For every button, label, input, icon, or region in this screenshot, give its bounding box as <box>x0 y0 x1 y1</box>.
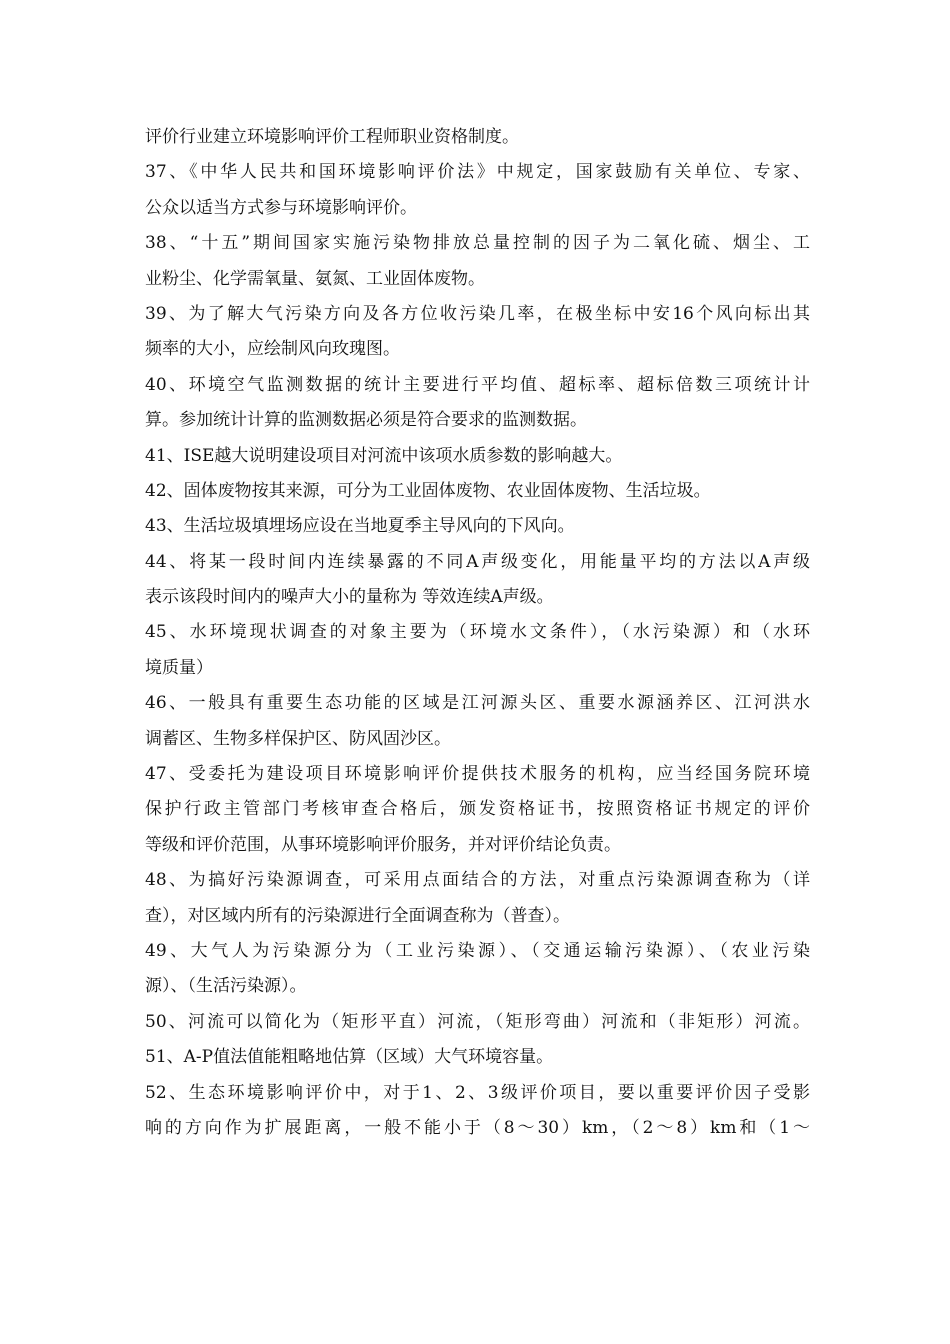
text-line: 业粉尘、化学需氧量、氨氮、工业固体废物。 <box>145 268 485 289</box>
text-line: 43、生活垃圾填埋场应设在当地夏季主导风向的下风向。 <box>145 516 575 537</box>
text-line: 公众以适当方式参与环境影响评价。 <box>145 197 417 218</box>
text-line: 44、将某一段时间内连续暴露的不同A声级变化，用能量平均的方法以A声级 <box>145 551 810 572</box>
text-line: 评价行业建立环境影响评价工程师职业资格制度。 <box>145 127 519 147</box>
text-line: 表示该段时间内的噪声大小的量称为 等效连续A声级。 <box>145 587 554 608</box>
text-line: 50、河流可以简化为（矩形平直）河流，（矩形弯曲）河流和（非矩形）河流。 <box>145 1011 810 1032</box>
text-line: 45、水环境现状调查的对象主要为（环境水文条件），（水污染源）和（水环 <box>145 622 810 643</box>
text-line: 39、为了解大气污染方向及各方位收污染几率，在极坐标中安16个风向标出其 <box>145 303 810 324</box>
text-line: 调蓄区、生物多样保护区、防风固沙区。 <box>145 728 451 749</box>
text-line: 频率的大小，应绘制风向玫瑰图。 <box>145 339 400 360</box>
text-line: 52、生态环境影响评价中，对于1、2、3级评价项目，要以重要评价因子受影 <box>145 1082 810 1103</box>
text-line: 算。参加统计计算的监测数据必须是符合要求的监测数据。 <box>145 410 587 431</box>
text-line: 境质量） <box>145 657 213 678</box>
document-body <box>145 120 810 1146</box>
text-line: 等级和评价范围，从事环境影响评价服务，并对评价结论负责。 <box>145 834 621 855</box>
text-line: 查），对区域内所有的污染源进行全面调查称为（普查）。 <box>145 905 570 926</box>
text-line: 响的方向作为扩展距离，一般不能小于（8～30）km，（2～8）km和（1～ <box>145 1117 810 1138</box>
text-line: 37、《中华人民共和国环境影响评价法》中规定，国家鼓励有关单位、专家、 <box>145 162 810 183</box>
text-line: 源）、（生活污染源）。 <box>145 976 307 997</box>
text-line: 保护行政主管部门考核审查合格后，颁发资格证书，按照资格证书规定的评价 <box>145 799 810 820</box>
text-line: 48、为搞好污染源调查，可采用点面结合的方法，对重点污染源调查称为（详 <box>145 870 810 891</box>
text-line: 40、环境空气监测数据的统计主要进行平均值、超标率、超标倍数三项统计计 <box>145 374 810 395</box>
text-line: 41、ISE越大说明建设项目对河流中该项水质参数的影响越大。 <box>145 445 623 466</box>
text-line: 47、受委托为建设项目环境影响评价提供技术服务的机构，应当经国务院环境 <box>145 764 810 785</box>
text-line: 38、“十五”期间国家实施污染物排放总量控制的因子为二氧化硫、烟尘、工 <box>145 233 810 254</box>
text-line: 46、一般具有重要生态功能的区域是江河源头区、重要水源涵养区、江河洪水 <box>145 693 810 714</box>
text-line: 42、固体废物按其来源，可分为工业固体废物、农业固体废物、生活垃圾。 <box>145 480 711 501</box>
text-line: 49、大气人为污染源分为（工业污染源）、（交通运输污染源）、（农业污染 <box>145 940 810 961</box>
text-line: 51、A-P值法值能粗略地估算（区域）大气环境容量。 <box>145 1047 554 1068</box>
